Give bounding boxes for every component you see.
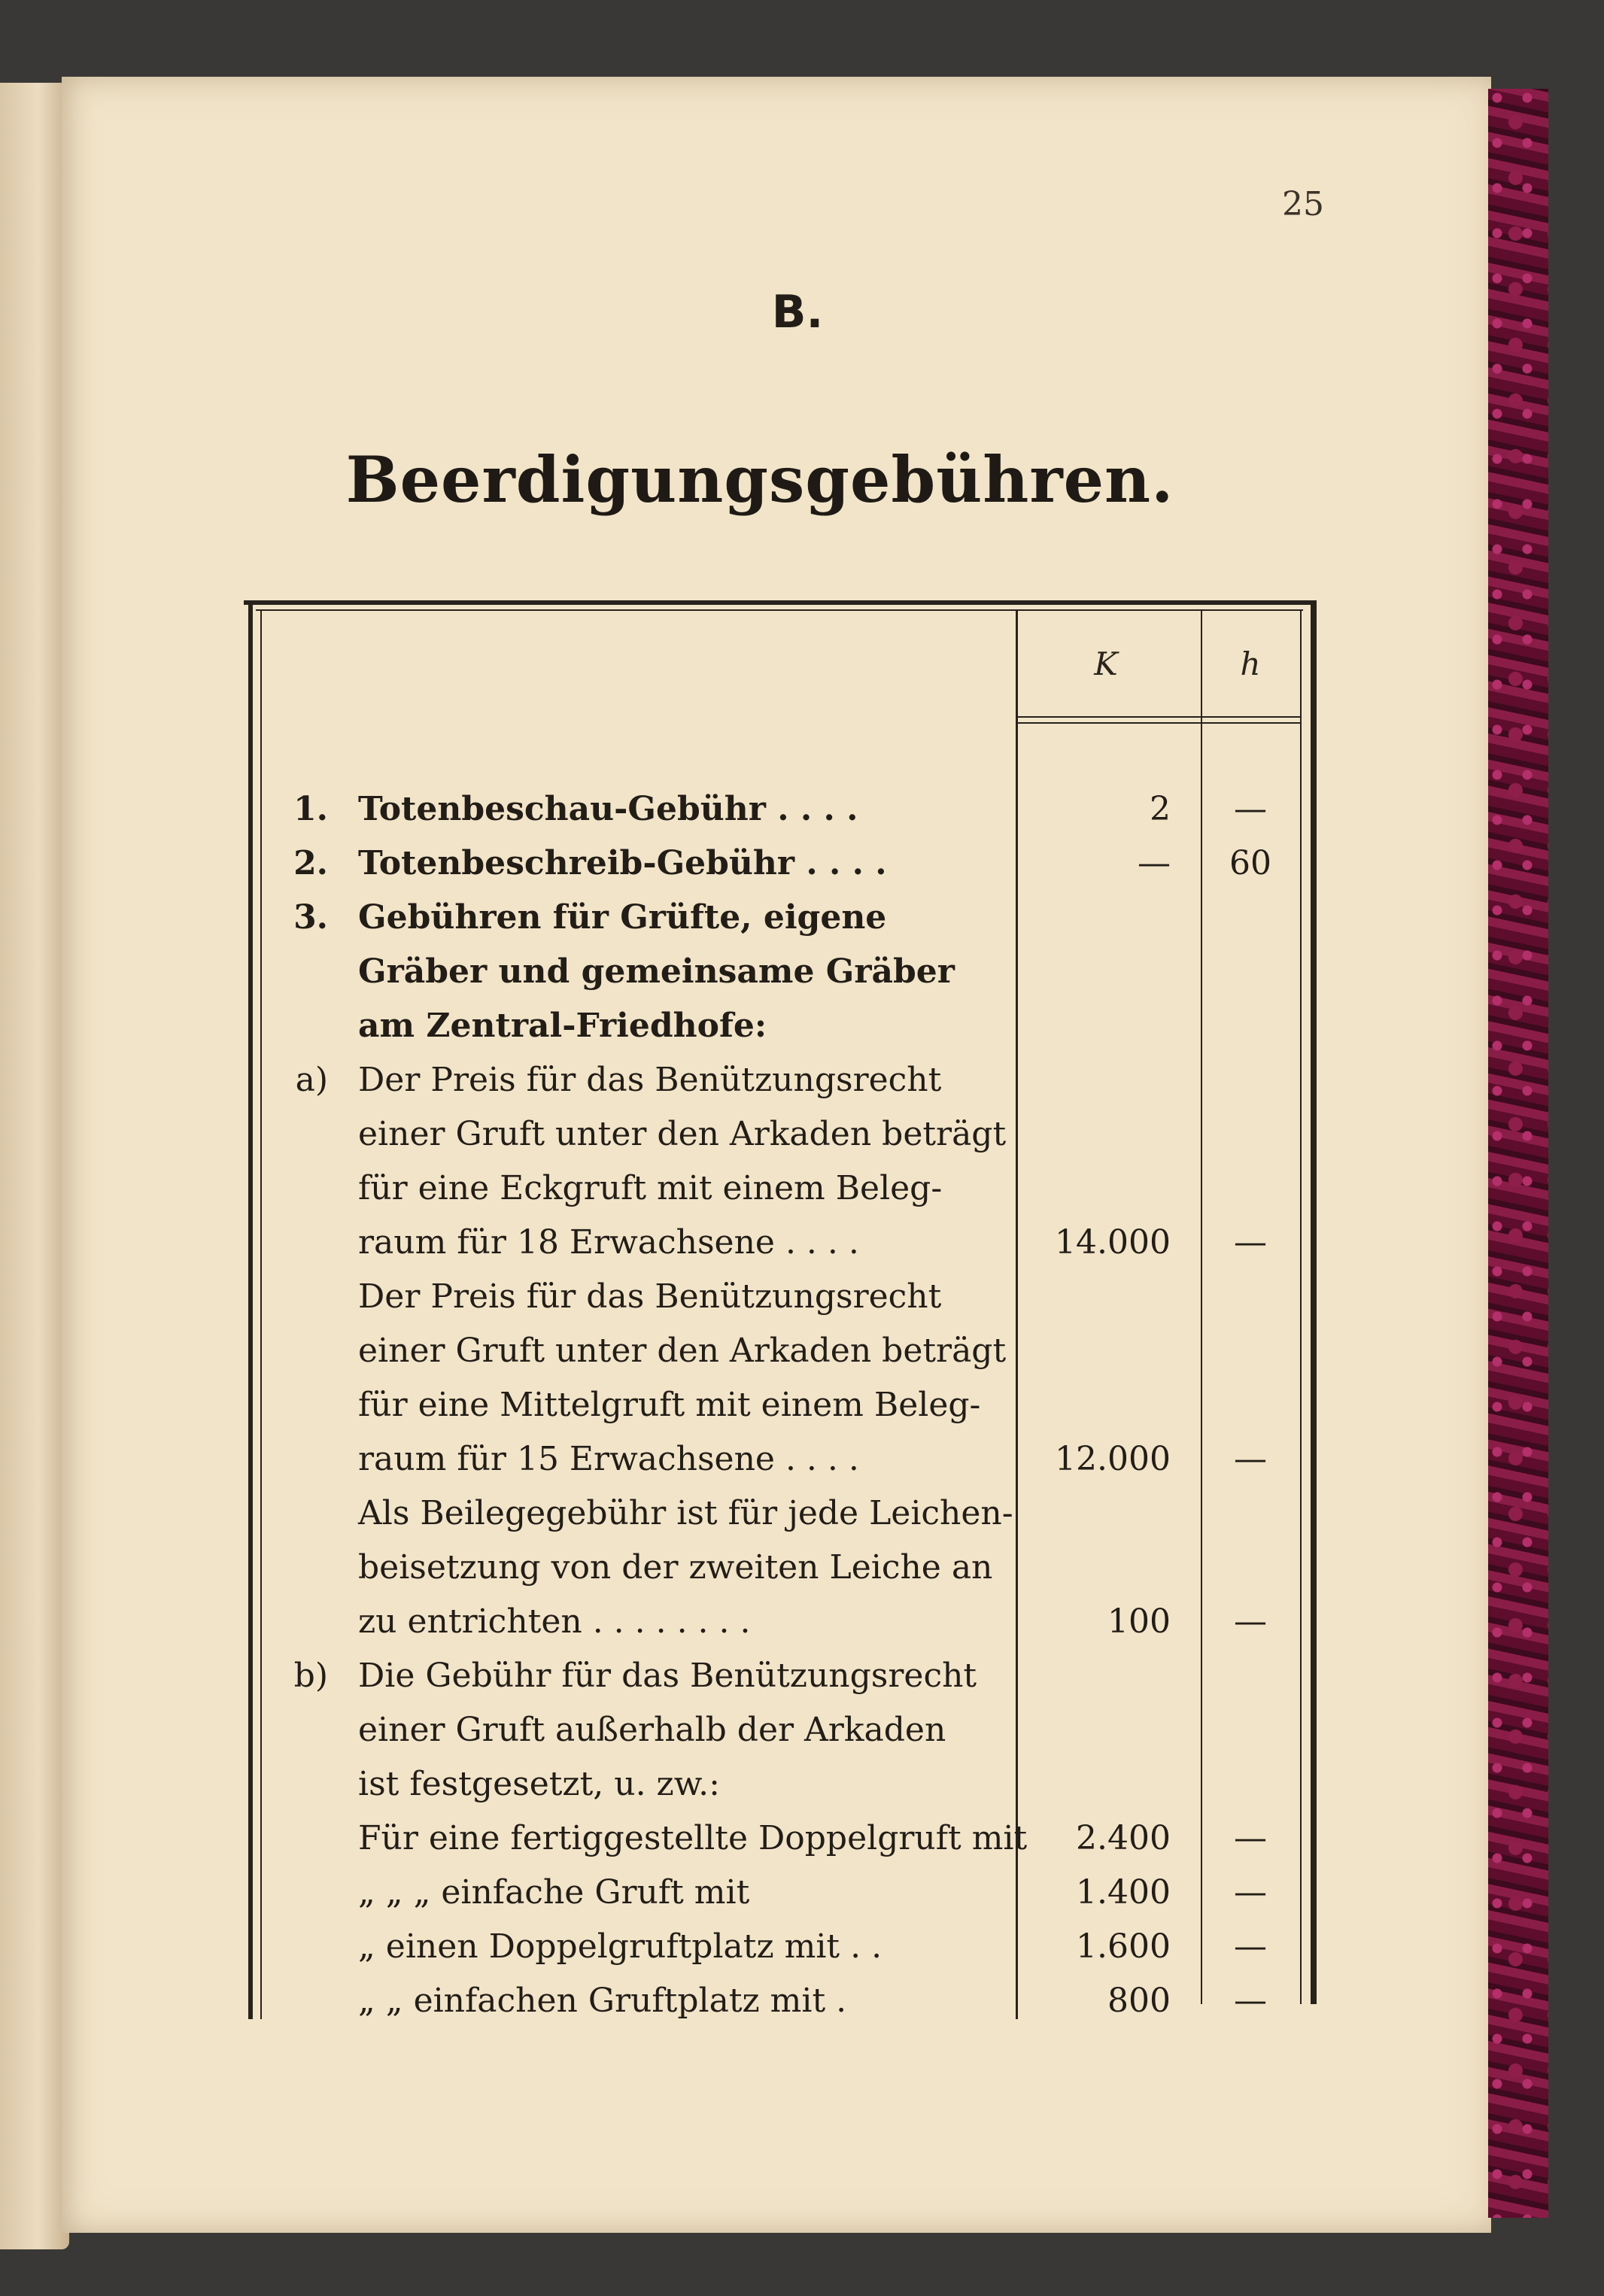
table-row [0,1324,1604,1378]
table-row [0,1812,1604,1866]
row-text: einer Gruft unter den Arkaden beträgt [358,1332,1007,1370]
page-title: Beerdigungsgebühren. [345,442,1174,517]
column-header-h: h [1240,645,1261,682]
row-text: Der Preis für das Benützungsrecht [358,1061,942,1099]
row-value-h: — [1234,1819,1267,1857]
header-rule-double [1018,722,1300,724]
row-text: beisetzung von der zweiten Leiche an [358,1548,993,1587]
row-text: Totenbeschreib-Gebühr . . . . [358,844,887,882]
row-text: einer Gruft unter den Arkaden beträgt [358,1115,1007,1153]
page-number: 25 [1282,185,1324,223]
table-row [0,1053,1604,1107]
row-text: einer Gruft außerhalb der Arkaden [358,1711,946,1749]
table-row [0,1595,1604,1649]
row-text: für eine Mittelgruft mit einem Beleg- [358,1386,981,1424]
row-text: Als Beilegegebühr ist für jede Leichen- [358,1494,1013,1532]
header-rule [1018,716,1300,718]
table-row [0,1866,1604,1920]
row-text: „ einen Doppelgruftplatz mit . . [358,1927,883,1966]
table-row [0,837,1604,891]
row-text: für eine Eckgruft mit einem Beleg- [358,1169,943,1207]
table-row [0,1649,1604,1703]
table-row [0,1757,1604,1812]
table-row [0,1541,1604,1595]
row-text: ist festgesetzt, u. zw.: [358,1765,720,1803]
table-row [0,1432,1604,1487]
row-text: Totenbeschau-Gebühr . . . . [358,790,858,828]
table-row [0,1270,1604,1324]
row-value-h: — [1234,1927,1267,1966]
table-row [0,782,1604,837]
row-value-k: 100 [1107,1602,1171,1641]
table-row [0,1162,1604,1216]
row-number: 1. [293,790,328,828]
row-value-h: — [1234,790,1267,828]
table-row [0,1378,1604,1432]
row-text: am Zentral-Friedhofe: [358,1007,767,1045]
row-text: raum für 15 Erwachsene . . . . [358,1440,859,1478]
table-row [0,1920,1604,1974]
row-value-k: 800 [1107,1982,1171,2020]
column-header-k: K [1094,645,1118,682]
row-value-h: — [1234,1223,1267,1262]
row-text: „ „ einfachen Gruftplatz mit . [358,1982,847,2020]
table-row [0,1216,1604,1270]
row-text: raum für 18 Erwachsene . . . . [358,1223,859,1262]
row-value-h: — [1234,1602,1267,1641]
row-value-h: 60 [1229,844,1271,882]
table-row [0,891,1604,945]
row-number: 3. [293,898,328,937]
row-text: zu entrichten . . . . . . . . [358,1602,751,1641]
table-row [0,1107,1604,1162]
row-text: Gräber und gemeinsame Gräber [358,952,955,991]
row-text: Für eine fertiggestellte Doppelgruft mit [358,1819,1028,1857]
table-row [0,999,1604,1053]
table-row [0,1974,1604,2028]
table-row [0,945,1604,999]
row-text: „ „ „ einfache Gruft mit [358,1873,750,1912]
row-text: Der Preis für das Benützungsrecht [358,1277,942,1316]
row-value-k: — [1138,844,1171,882]
row-number: a) [295,1061,328,1099]
row-value-k: 1.600 [1076,1927,1171,1966]
section-letter: B. [771,286,824,339]
row-value-k: 1.400 [1076,1873,1171,1912]
row-number: b) [293,1657,328,1695]
table-top-rule [244,600,1314,605]
row-value-h: — [1234,1982,1267,2020]
row-number: 2. [293,844,328,882]
row-text: Die Gebühr für das Benützungsrecht [358,1657,977,1695]
row-value-h: — [1234,1440,1267,1478]
row-text: Gebühren für Grüfte, eigene [358,898,887,937]
row-value-k: 2 [1150,790,1171,828]
row-value-k: 14.000 [1055,1223,1171,1262]
row-value-k: 12.000 [1055,1440,1171,1478]
row-value-k: 2.400 [1076,1819,1171,1857]
row-value-h: — [1234,1873,1267,1912]
table-row [0,1487,1604,1541]
table-row [0,1703,1604,1757]
table-top-inner-rule [256,609,1303,611]
